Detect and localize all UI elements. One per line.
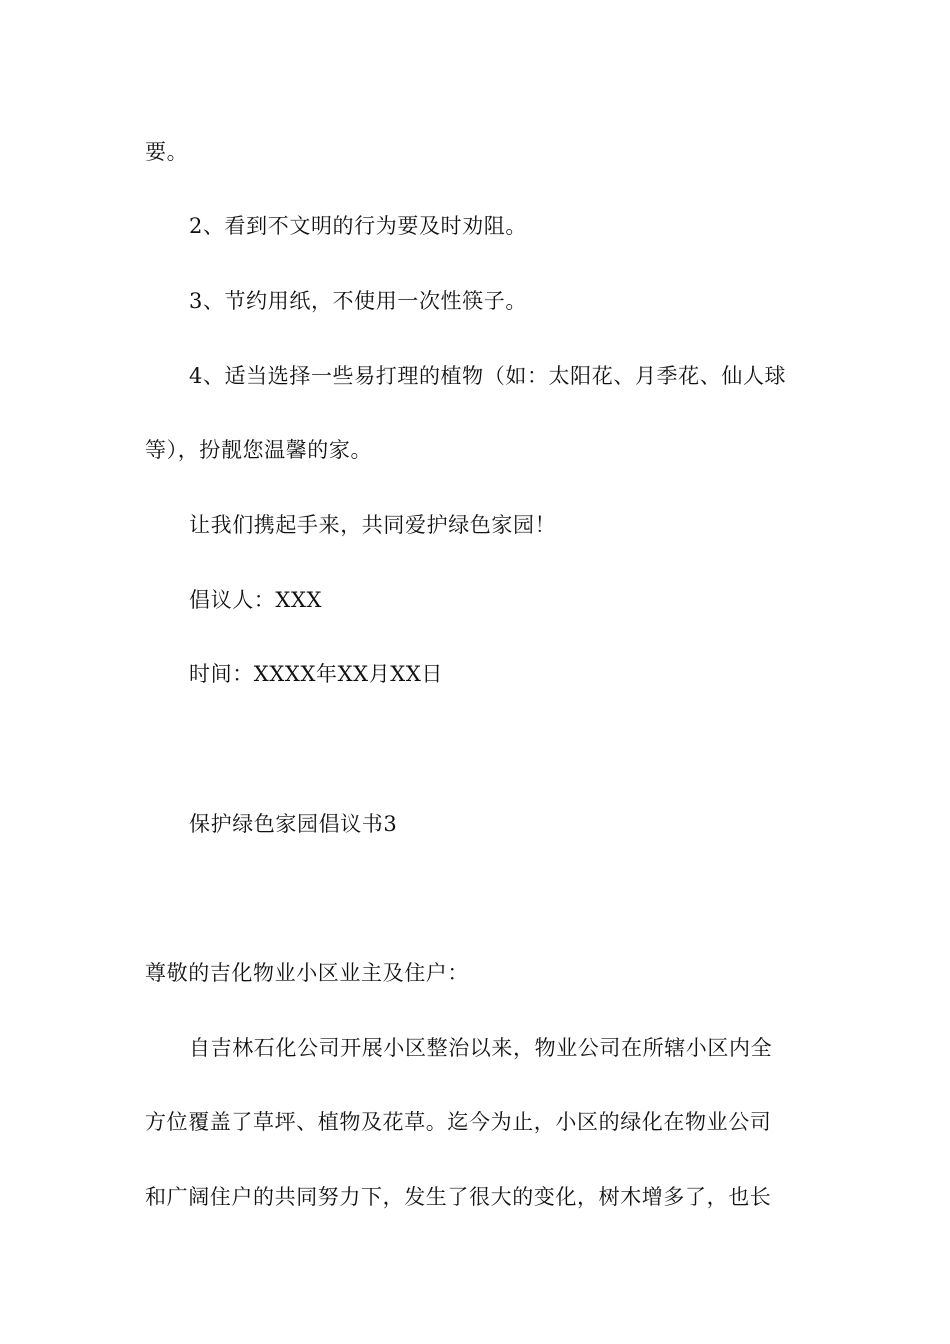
list-item-3: 3、节约用纸，不使用一次性筷子。 bbox=[189, 289, 527, 313]
date-line: 时间：XXXX年XX月XX日 bbox=[189, 662, 444, 686]
section-title: 保护绿色家园倡议书3 bbox=[189, 812, 398, 836]
list-item-2: 2、看到不文明的行为要及时劝阻。 bbox=[189, 214, 527, 238]
list-item-4-continuation: 等），扮靓您温馨的家。 bbox=[145, 438, 373, 462]
body-paragraph-line: 方位覆盖了草坪、植物及花草。迄今为止，小区的绿化在物业公司 bbox=[145, 1110, 772, 1134]
paragraph-line: 要。 bbox=[145, 140, 189, 164]
closing-call: 让我们携起手来，共同爱护绿色家园！ bbox=[189, 513, 557, 537]
list-item-4: 4、适当选择一些易打理的植物（如：太阳花、月季花、仙人球 bbox=[189, 364, 787, 388]
salutation: 尊敬的吉化物业小区业主及住户： bbox=[145, 961, 469, 985]
body-paragraph-line: 和广阔住户的共同努力下，发生了很大的变化，树木增多了，也长 bbox=[145, 1185, 772, 1209]
proposer-line: 倡议人：XXX bbox=[189, 588, 323, 612]
body-paragraph-line: 自吉林石化公司开展小区整治以来，物业公司在所辖小区内全 bbox=[189, 1036, 773, 1060]
